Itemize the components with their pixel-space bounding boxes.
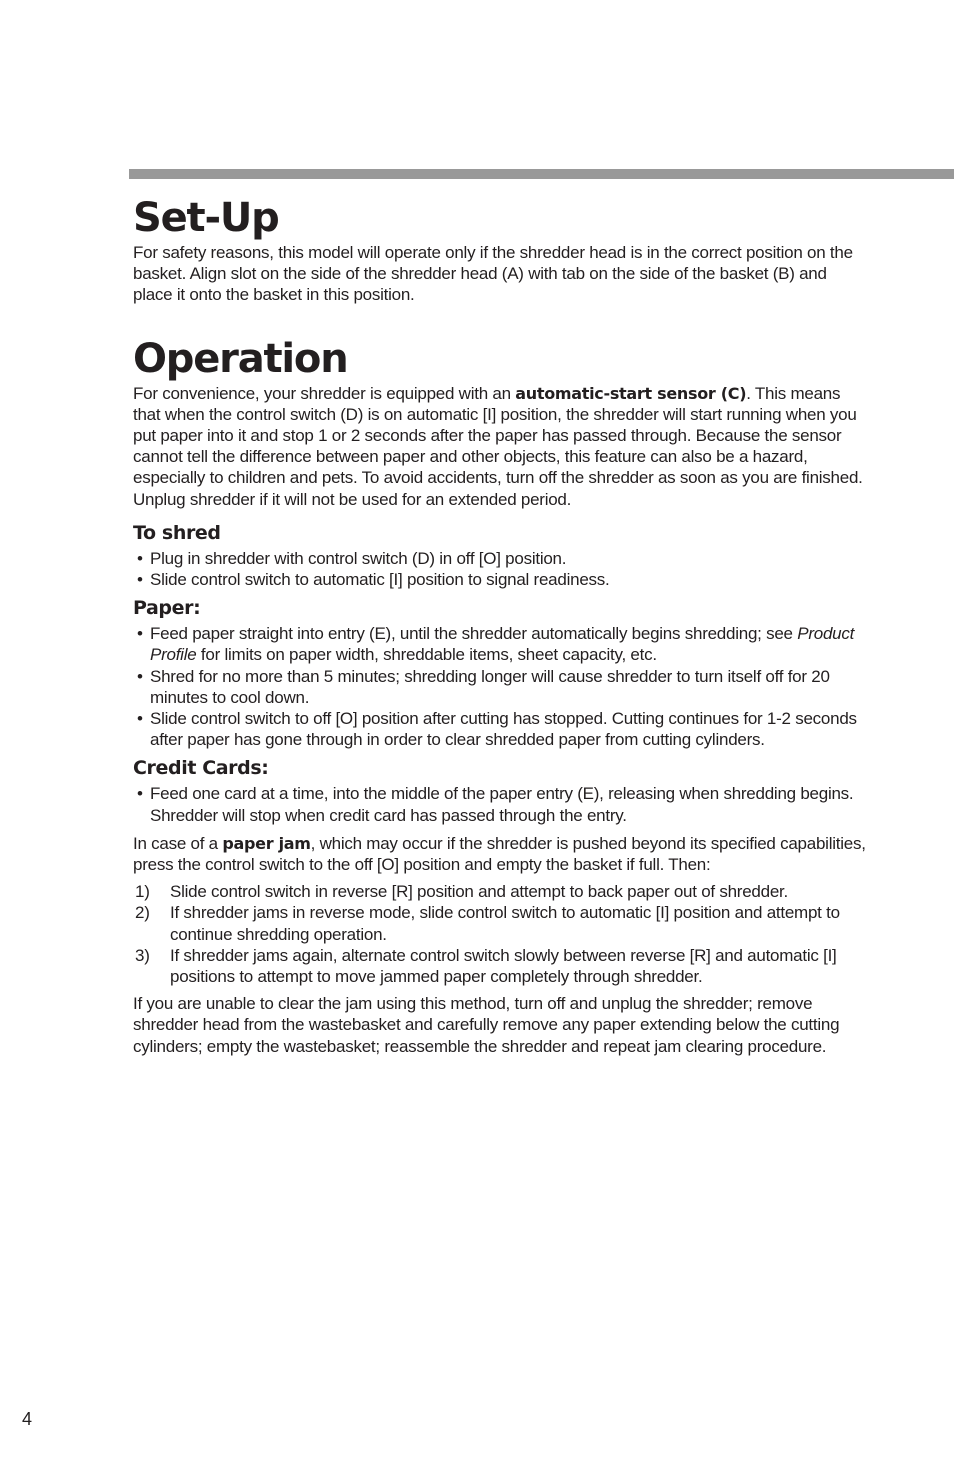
- paper-item1-before: Feed paper straight into entry (E), until the shredder automatically begins shredding; see: [150, 624, 798, 644]
- jam-final-paragraph: If you are unable to clear the jam using this method, turn off and unplug the shredder; remove shredder head from the wastebasket and carefully remove any paper extending below the cutting cylinders; empty the wastebasket; reassemble the shredder and repeat jam clearing procedure.: [133, 994, 840, 1056]
- section-divider-bar: [129, 169, 954, 179]
- list-item: [133, 623, 868, 665]
- to-shred-heading: To shred: [133, 521, 221, 544]
- step-number: 3): [135, 945, 150, 965]
- list-item: [133, 902, 868, 944]
- step-text: If shredder jams again, alternate control switch slowly between reverse [R] and automatic [I] positions to attempt to move jammed paper completely through shredder.: [170, 945, 837, 987]
- jam-after: , which may occur if the shredder is pushed beyond its specified capabilities, press the control switch to the off [O] position and empty the basket if full. Then:: [133, 833, 866, 875]
- setup-heading: Set-Up: [133, 195, 279, 241]
- list-item: • Slide control switch to off [O] position after cutting has stopped. Cutting continues for 1-2 seconds after paper has gone through in order to clear shredded paper from cutting cylinders.: [133, 708, 868, 750]
- jam-bold: paper jam: [222, 833, 311, 853]
- list-item: • Shred for no more than 5 minutes; shredding longer will cause shredder to turn itself off for 20 minutes to cool down.: [133, 666, 868, 708]
- jam-before: In case of a: [133, 833, 223, 853]
- step-text: Slide control switch in reverse [R] position and attempt to back paper out of shredder.: [170, 882, 788, 902]
- operation-intro-before: For convenience, your shredder is equipped with an: [133, 383, 516, 403]
- to-shred-list: [133, 548, 868, 590]
- step-number: 1): [135, 882, 150, 902]
- page-content: [133, 194, 868, 1057]
- step-number: 2): [135, 903, 150, 923]
- operation-intro-after: . This means that when the control switch (D) is on automatic [I] position, the shredder will start running when you put paper into it and stop 1 or 2 seconds after the paper has passed through. Because the sensor cannot tell the difference between paper and other objects, this feature can also be a hazard, especially to children and pets. To avoid accidents, turn off the shredder as soon as you are finished. Unplug shredder if it will not be used for an extended period.: [133, 383, 863, 509]
- list-item: • Feed one card at a time, into the middle of the paper entry (E), releasing when shredding begins. Shredder will stop when credit card has passed through the entry.: [133, 783, 868, 825]
- jam-steps-list: [133, 881, 868, 987]
- list-item: [133, 881, 868, 902]
- step-text: If shredder jams in reverse mode, slide control switch to automatic [I] position and attempt to continue shredding operation.: [170, 903, 840, 944]
- page-number: 4: [22, 1409, 33, 1429]
- product-profile-reference: Product Profile: [150, 624, 855, 665]
- paper-list: [133, 623, 868, 750]
- credit-cards-list: [133, 783, 868, 825]
- credit-cards-heading: Credit Cards:: [133, 757, 269, 780]
- paper-jam-paragraph: [133, 833, 868, 875]
- list-item: [133, 945, 868, 987]
- paper-item1-after: for limits on paper width, shreddable items, sheet capacity, etc.: [196, 645, 657, 665]
- operation-paragraph: [133, 383, 868, 510]
- paper-heading: Paper:: [133, 597, 201, 620]
- list-item: • Plug in shredder with control switch (D) in off [O] position.: [133, 548, 868, 569]
- operation-heading: Operation: [133, 335, 348, 382]
- setup-paragraph: For safety reasons, this model will operate only if the shredder head is in the correct position on the basket. Align slot on the side of the shredder head (A) with tab on the side of the basket (B) and place it onto the basket in this position.: [133, 243, 853, 305]
- operation-intro-bold: automatic-start sensor (C): [515, 383, 747, 403]
- list-item: • Slide control switch to automatic [I] position to signal readiness.: [133, 569, 868, 590]
